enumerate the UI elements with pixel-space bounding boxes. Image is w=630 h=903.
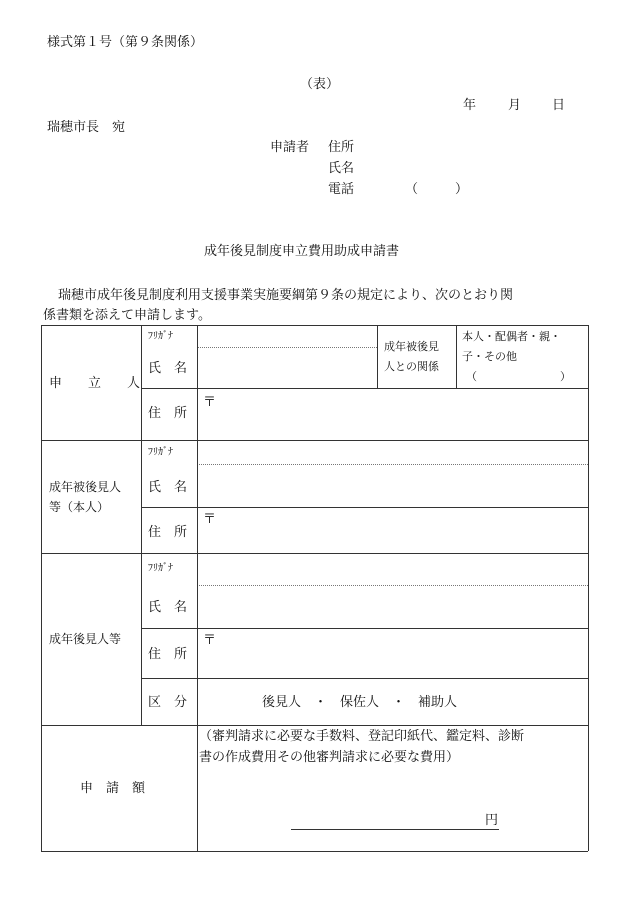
- guardian-furigana-label: ﾌﾘｶﾞﾅ: [148, 563, 173, 574]
- relation-options-1: 本人・配偶者・親・: [462, 330, 561, 343]
- ward-postal-mark: 〒: [203, 512, 217, 527]
- column-divider-4: [456, 325, 457, 388]
- ward-address-label: 住 所: [148, 525, 188, 540]
- intro-line-2: 係書類を添えて申請します。: [43, 308, 211, 323]
- furigana-divider-2: [197, 464, 588, 465]
- column-divider-1: [141, 325, 142, 725]
- side-label: （表）: [300, 77, 340, 92]
- section-divider-3: [41, 725, 588, 726]
- guardian-address-label: 住 所: [148, 647, 188, 662]
- petitioner-postal-mark: 〒: [203, 395, 217, 410]
- table-border-right: [588, 325, 589, 851]
- furigana-divider-1: [197, 347, 377, 348]
- row-divider: [141, 507, 588, 508]
- phone-paren-close: ）: [455, 182, 469, 197]
- applicant-address-label: 住所: [328, 140, 355, 155]
- guardian-name-label: 氏 名: [148, 600, 188, 615]
- amount-label: 申 請 額: [80, 781, 146, 796]
- petitioner-label: 申 立 人: [49, 376, 141, 391]
- document-title: 成年後見制度申立費用助成申請書: [204, 244, 400, 259]
- table-border-top: [41, 325, 588, 326]
- column-divider-2: [197, 325, 198, 851]
- petitioner-furigana-label: ﾌﾘｶﾞﾅ: [148, 331, 173, 342]
- column-divider-3: [377, 325, 378, 388]
- amount-note-2: 書の作成費用その他審判請求に必要な費用）: [199, 750, 460, 765]
- row-divider: [141, 628, 588, 629]
- amount-note-1: （審判請求に必要な手数料、登記印紙代、鑑定料、診断: [199, 729, 525, 744]
- date-month: 月: [508, 98, 522, 113]
- ward-name-label: 氏 名: [148, 480, 188, 495]
- applicant-phone-label: 電話: [328, 182, 355, 197]
- relation-other-open: （: [466, 370, 477, 383]
- table-border-bottom: [41, 851, 588, 852]
- phone-paren-open: （: [405, 182, 419, 197]
- table-border-left: [41, 325, 42, 851]
- guardian-category-options: 後見人 ・ 保佐人 ・ 補助人: [262, 695, 458, 710]
- ward-label-2: 等（本人）: [49, 500, 110, 514]
- relation-other-close: ）: [560, 370, 571, 383]
- petitioner-address-label: 住 所: [148, 406, 188, 421]
- section-divider-2: [41, 553, 588, 554]
- amount-yen: 円: [485, 813, 499, 828]
- row-divider: [141, 678, 588, 679]
- relation-label-2: 人との関係: [384, 360, 439, 373]
- applicant-label: 申請者: [270, 140, 310, 155]
- relation-label-1: 成年被後見: [384, 340, 439, 353]
- ward-furigana-label: ﾌﾘｶﾞﾅ: [148, 447, 173, 458]
- section-divider-1: [41, 440, 588, 441]
- guardian-postal-mark: 〒: [203, 633, 217, 648]
- guardian-label: 成年後見人等: [49, 632, 122, 646]
- applicant-name-label: 氏名: [328, 161, 355, 176]
- guardian-category-label: 区 分: [148, 695, 188, 710]
- petitioner-name-label: 氏 名: [148, 361, 188, 376]
- addressee: 瑞穂市長 宛: [47, 120, 126, 135]
- amount-underline: [291, 829, 499, 830]
- date-day: 日: [552, 98, 566, 113]
- date-year: 年: [463, 98, 477, 113]
- furigana-divider-3: [197, 585, 588, 586]
- form-number: 様式第１号（第９条関係）: [47, 35, 204, 50]
- relation-options-2: 子・その他: [462, 350, 517, 363]
- row-divider: [141, 388, 588, 389]
- intro-line-1: 瑞穂市成年後見制度利用支援事業実施要綱第９条の規定により、次のとおり関: [58, 288, 514, 303]
- ward-label-1: 成年被後見人: [49, 480, 122, 494]
